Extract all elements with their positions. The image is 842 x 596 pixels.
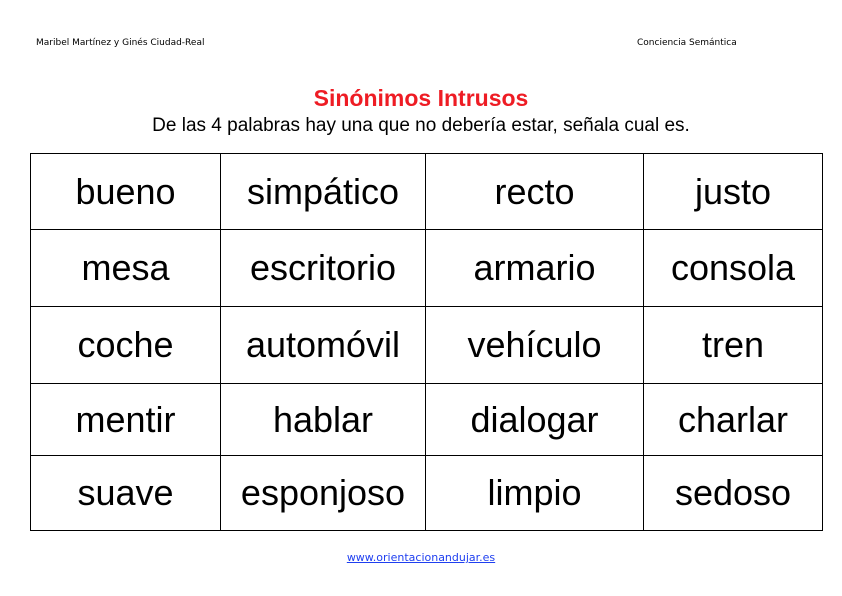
page-title: Sinónimos Intrusos: [313, 85, 529, 111]
word-cell[interactable]: hablar: [221, 384, 426, 456]
word-cell[interactable]: justo: [644, 154, 823, 230]
word-row: [31, 456, 823, 531]
word-row: [31, 307, 823, 384]
word-cell[interactable]: suave: [31, 456, 221, 531]
word-cell[interactable]: recto: [426, 154, 644, 230]
word-cell[interactable]: bueno: [31, 154, 221, 230]
word-cell[interactable]: consola: [644, 230, 823, 307]
word-row: [31, 384, 823, 456]
word-grid: [30, 153, 823, 531]
word-cell[interactable]: charlar: [644, 384, 823, 456]
word-cell[interactable]: escritorio: [221, 230, 426, 307]
word-cell[interactable]: mentir: [31, 384, 221, 456]
website-link[interactable]: www.orientacionandujar.es: [346, 551, 496, 564]
header-topic: Conciencia Semántica: [637, 38, 737, 48]
word-cell[interactable]: simpático: [221, 154, 426, 230]
word-cell[interactable]: coche: [31, 307, 221, 384]
word-cell[interactable]: dialogar: [426, 384, 644, 456]
instructions: De las 4 palabras hay una que no debería estar, señala cual es.: [152, 115, 690, 136]
word-cell[interactable]: esponjoso: [221, 456, 426, 531]
word-cell[interactable]: mesa: [31, 230, 221, 307]
word-cell[interactable]: automóvil: [221, 307, 426, 384]
word-row: [31, 154, 823, 230]
word-cell[interactable]: limpio: [426, 456, 644, 531]
word-cell[interactable]: vehículo: [426, 307, 644, 384]
header-author: Maribel Martínez y Ginés Ciudad-Real: [36, 38, 205, 48]
word-cell[interactable]: armario: [426, 230, 644, 307]
word-cell[interactable]: tren: [644, 307, 823, 384]
word-row: [31, 230, 823, 307]
word-cell[interactable]: sedoso: [644, 456, 823, 531]
